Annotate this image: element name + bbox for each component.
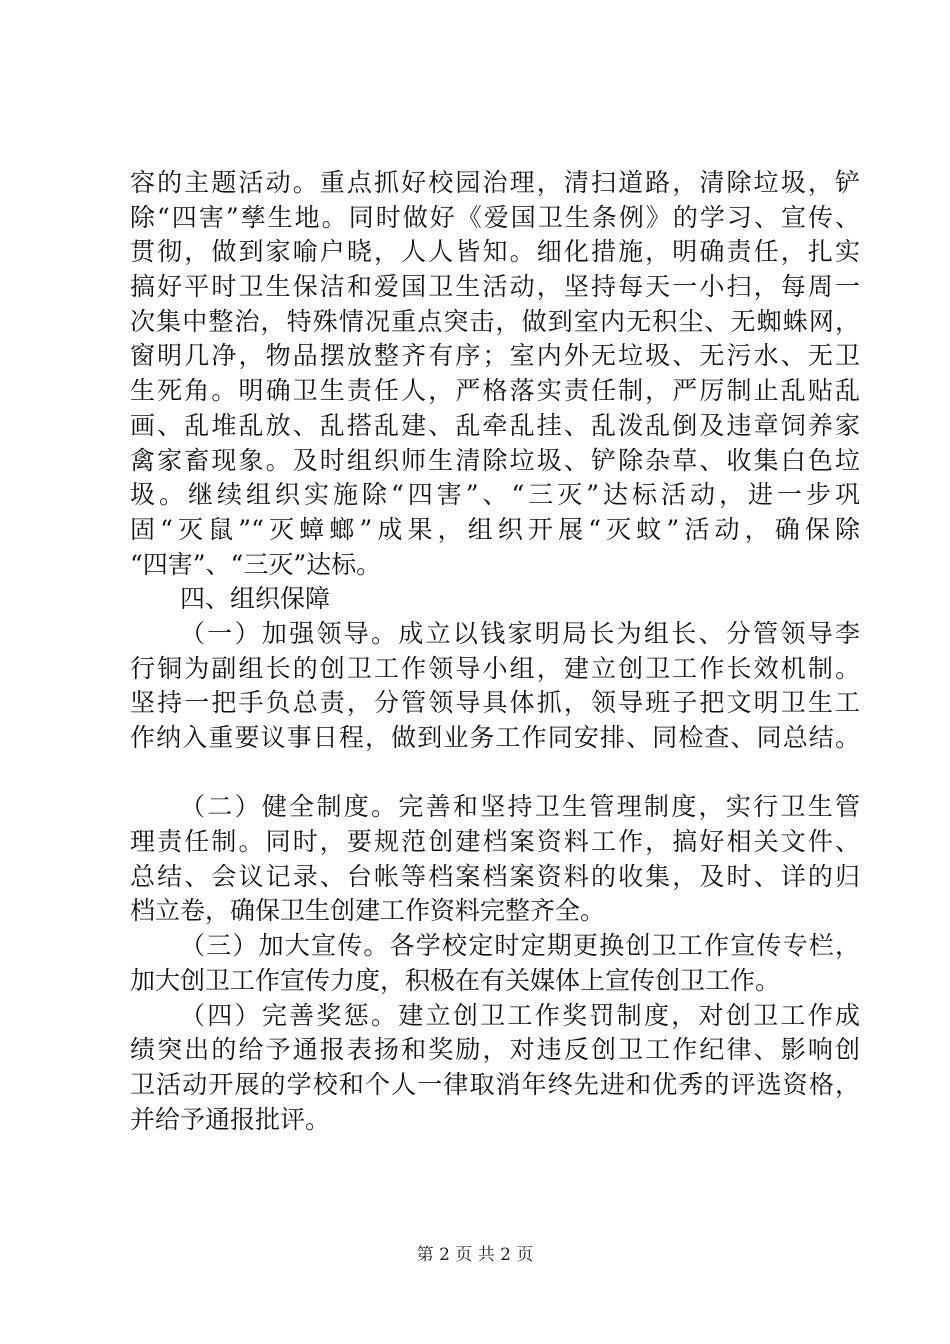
body-line: 窗明几净，物品摆放整齐有序；室内外无垃圾、无污水、无卫 <box>130 341 860 371</box>
page-number-footer: 第 2 页 共 2 页 <box>416 1245 534 1265</box>
body-line: 加大创卫工作宣传力度，积极在有关媒体上宣传创卫工作。 <box>130 965 781 995</box>
body-line: 作纳入重要议事日程，做到业务工作同安排、同检查、同总结。 <box>130 723 860 752</box>
body-line: 生死角。明确卫生责任人，严格落实责任制，严厉制止乱贴乱 <box>130 376 860 406</box>
body-line: （一）加强领导。成立以钱家明局长为组长、分管领导李 <box>180 618 860 648</box>
body-line: 圾。继续组织实施除“四害”、“三灭”达标活动，进一步巩 <box>130 480 860 510</box>
body-line: 总结、会议记录、台帐等档案档案资料的收集，及时、详的归 <box>130 861 860 891</box>
body-line: 并给予通报批评。 <box>130 1104 331 1134</box>
body-line: 坚持一把手负总责，分管领导具体抓，领导班子把文明卫生工 <box>130 688 860 718</box>
body-line: 容的主题活动。重点抓好校园治理，清扫道路，清除垃圾，铲 <box>130 168 860 197</box>
body-line: 行铜为副组长的创卫工作领导小组，建立创卫工作长效机制。 <box>130 653 860 683</box>
body-line: （四）完善奖惩。建立创卫工作奖罚制度，对创卫工作成 <box>180 1000 860 1030</box>
body-line: 绩突出的给予通报表扬和奖励，对违反创卫工作纪律、影响创 <box>130 1035 860 1065</box>
document-body <box>130 166 860 1137</box>
body-line: 次集中整治，特殊情况重点突击，做到室内无积尘、无蜘蛛网， <box>130 306 860 336</box>
body-line: 理责任制。同时，要规范创建档案资料工作，搞好相关文件、 <box>130 827 860 857</box>
body-line: （三）加大宣传。各学校定时定期更换创卫工作宣传专栏， <box>180 931 860 961</box>
body-line: 画、乱堆乱放、乱搭乱建、乱牵乱挂、乱泼乱倒及违章饲养家 <box>130 410 860 440</box>
body-line: （二）健全制度。完善和坚持卫生管理制度，实行卫生管 <box>180 792 860 822</box>
body-line: 档立卷，确保卫生创建工作资料完整齐全。 <box>130 896 606 926</box>
section-heading: 四、组织保障 <box>180 584 331 614</box>
paragraph-gap <box>130 756 860 791</box>
body-line: 贯彻，做到家喻户晓，人人皆知。细化措施，明确责任，扎实 <box>130 237 860 267</box>
body-line: 固“灭鼠”“灭蟑螂”成果，组织开展“灭蚊”活动，确保除 <box>130 514 860 544</box>
body-line: 除“四害”孳生地。同时做好《爱国卫生条例》的学习、宣传、 <box>130 202 860 232</box>
body-line: 禽家畜现象。及时组织师生清除垃圾、铲除杂草、收集白色垃 <box>130 445 860 475</box>
body-line: 卫活动开展的学校和个人一律取消年终先进和优秀的评选资格， <box>130 1069 860 1099</box>
body-line: “四害”、“三灭”达标。 <box>130 549 382 579</box>
body-line: 搞好平时卫生保洁和爱国卫生活动，坚持每天一小扫，每周一 <box>130 272 860 302</box>
